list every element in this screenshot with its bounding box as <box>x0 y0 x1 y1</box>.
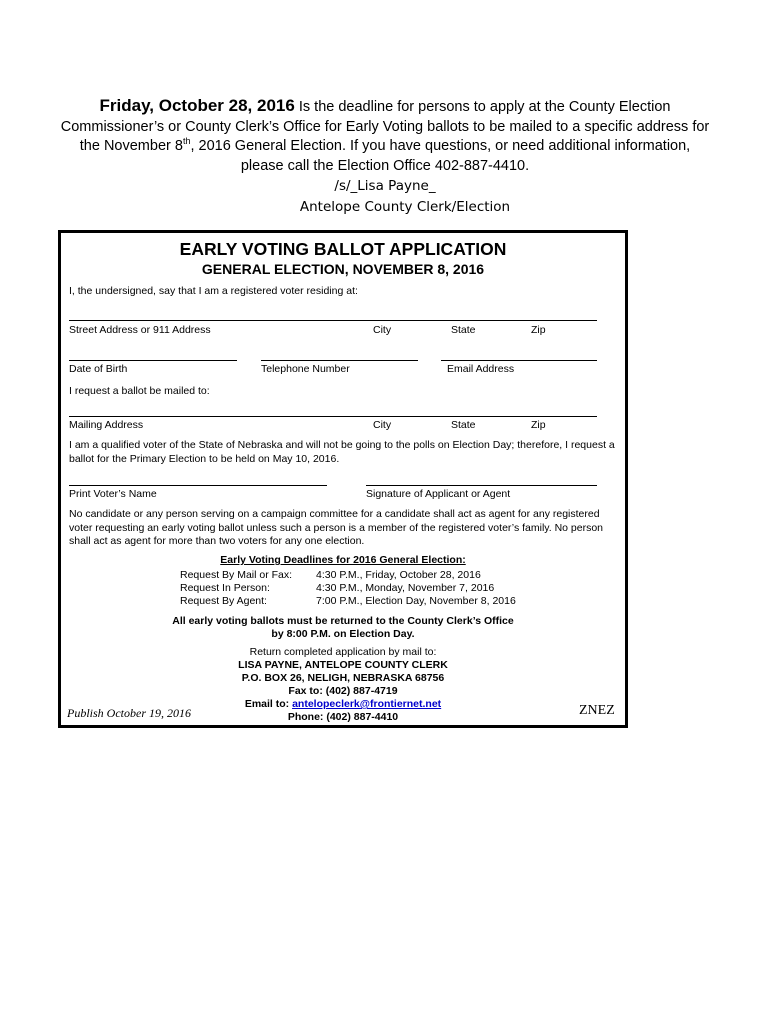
deadline-label: Request By Mail or Fax: <box>180 569 293 581</box>
publication-code: ZNEZ <box>579 703 615 718</box>
fax-number: Fax to: (402) 887-4719 <box>288 685 398 697</box>
deadline-notice <box>60 96 710 218</box>
notice-signature-title: Antelope County Clerk/Election <box>299 199 511 215</box>
signature-line[interactable] <box>366 485 597 486</box>
deadline-value: 7:00 P.M., Election Day, November 8, 2016 <box>316 595 516 607</box>
clerk-name: LISA PAYNE, ANTELOPE COUNTY CLERK <box>238 659 448 671</box>
signature-label: Signature of Applicant or Agent <box>366 488 511 500</box>
street-address-label: Street Address or 911 Address <box>69 324 211 336</box>
ordinal-suffix: th <box>182 136 191 147</box>
mailing-state-label: State <box>451 419 476 431</box>
date-of-birth-label: Date of Birth <box>69 363 128 375</box>
residence-address-line[interactable] <box>69 320 597 321</box>
qualified-voter-statement: I am a qualified voter of the State of Nebraska and will not be going to the polls on Election Day; therefore, I request a ballot for the Primary Election to be held on May 10, 2016. <box>69 439 615 465</box>
mailing-address-label: Mailing Address <box>69 419 144 431</box>
notice-signature: /s/_Lisa Payne_ <box>334 178 436 194</box>
deadline-row-agent <box>180 595 516 607</box>
mail-to-intro: Return completed application by mail to: <box>249 646 437 658</box>
telephone-line[interactable] <box>261 360 418 361</box>
form-subtitle: GENERAL ELECTION, NOVEMBER 8, 2016 <box>201 261 485 277</box>
deadline-row-in-person <box>180 582 494 594</box>
date-of-birth-line[interactable] <box>69 360 237 361</box>
deadline-value: 4:30 P.M., Friday, October 28, 2016 <box>316 569 481 581</box>
form-title: EARLY VOTING BALLOT APPLICATION <box>179 239 507 259</box>
email-to-label: Email to: <box>244 698 293 710</box>
mailing-zip-label: Zip <box>531 419 546 431</box>
agent-rule-text: No candidate or any person serving on a campaign committee for a candidate shall act as agent for any registered voter requesting an early voting ballot unless such a person is a member of the registered voter’s family. No person shall act as agent for more than two voters for any one election. <box>69 508 604 547</box>
print-name-line[interactable] <box>69 485 327 486</box>
mailing-city-label: City <box>373 419 392 431</box>
return-deadline-line-2: by 8:00 P.M. on Election Day. <box>271 628 415 640</box>
city-label: City <box>373 324 392 336</box>
telephone-label: Telephone Number <box>261 363 350 375</box>
form-intro: I, the undersigned, say that I am a registered voter residing at: <box>69 285 358 297</box>
deadline-date: Friday, October 28, 2016 <box>99 96 295 115</box>
deadline-label: Request In Person: <box>180 582 270 594</box>
deadline-value: 4:30 P.M., Monday, November 7, 2016 <box>316 582 495 594</box>
deadline-row-mail <box>180 569 481 581</box>
print-name-label: Print Voter’s Name <box>69 488 157 500</box>
notice-text-1: Is the deadline for persons to apply at the County Election Commissioner’s or County Clerk’s Office for Early Voting ballots to be mailed to a specific address for the November 8 <box>60 99 710 154</box>
notice-text-2: , 2016 General Election. If you have questions, or need additional information, please call the Election Office 402-887-4410. <box>190 138 691 174</box>
early-voting-application-form <box>58 230 628 728</box>
return-deadline-line-1: All early voting ballots must be returned to the County Clerk’s Office <box>172 615 514 627</box>
clerk-email-link[interactable]: antelopeclerk@frontiernet.net <box>292 698 442 710</box>
zip-label: Zip <box>531 324 546 336</box>
mail-request-text: I request a ballot be mailed to: <box>69 385 210 397</box>
email-label: Email Address <box>447 363 515 375</box>
publish-date: Publish October 19, 2016 <box>67 706 191 720</box>
clerk-address: P.O. BOX 26, NELIGH, NEBRASKA 68756 <box>241 672 445 684</box>
deadline-label: Request By Agent: <box>180 595 267 607</box>
mailing-address-line[interactable] <box>69 416 597 417</box>
phone-number: Phone: (402) 887-4410 <box>287 711 399 723</box>
state-label: State <box>451 324 476 336</box>
deadlines-heading: Early Voting Deadlines for 2016 General Election: <box>220 554 466 566</box>
email-line[interactable] <box>441 360 597 361</box>
